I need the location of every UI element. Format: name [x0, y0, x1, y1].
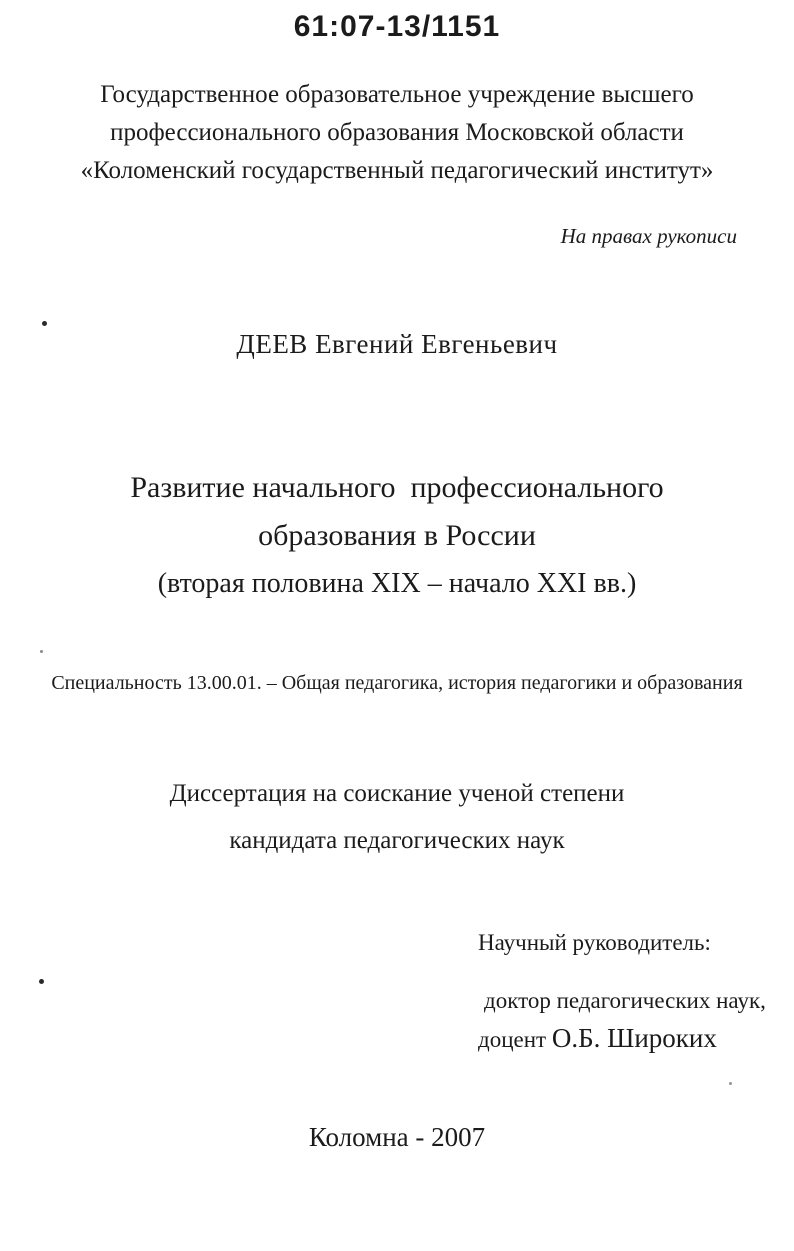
- institution-block: [0, 76, 794, 190]
- supervisor-block: [478, 930, 766, 1054]
- specialty-line: Специальность 13.00.01. – Общая педагогика, история педагогики и образования: [51, 672, 743, 694]
- degree-line-2: кандидата педагогических наук: [229, 827, 565, 854]
- supervisor-title: доцент: [478, 1027, 552, 1052]
- institution-line-1: Государственное образовательное учреждение высшего: [100, 81, 694, 108]
- title-line-1: Развитие начального профессионального: [130, 471, 664, 504]
- title-period-note: (вторая половина XIX – начало XXI вв.): [157, 568, 637, 599]
- scan-speck: [729, 1082, 732, 1085]
- degree-line-1: Диссертация на соискание ученой степени: [169, 780, 625, 807]
- scan-speck: [40, 650, 43, 653]
- supervisor-name: О.Б. Широких: [551, 1023, 717, 1053]
- catalog-stamp-number: 61:07-13/1151: [293, 10, 501, 43]
- degree-statement: [0, 770, 794, 864]
- supervisor-degree: доктор педагогических наук,: [484, 988, 766, 1013]
- author-name: ДЕЕВ Евгений Евгеньевич: [236, 329, 558, 359]
- manuscript-rights-note: На правах рукописи: [560, 224, 737, 248]
- supervisor-name-line: [478, 1023, 766, 1054]
- dissertation-title: [0, 464, 794, 608]
- city-year-line: Коломна - 2007: [308, 1122, 486, 1152]
- institution-line-3: «Коломенский государственный педагогический институт»: [80, 157, 714, 184]
- title-line-2: образования в России: [258, 519, 536, 552]
- scan-speck: [42, 321, 47, 326]
- supervisor-label: Научный руководитель:: [478, 930, 711, 955]
- institution-line-2: профессионального образования Московской области: [110, 119, 684, 146]
- scan-speck: [39, 979, 44, 984]
